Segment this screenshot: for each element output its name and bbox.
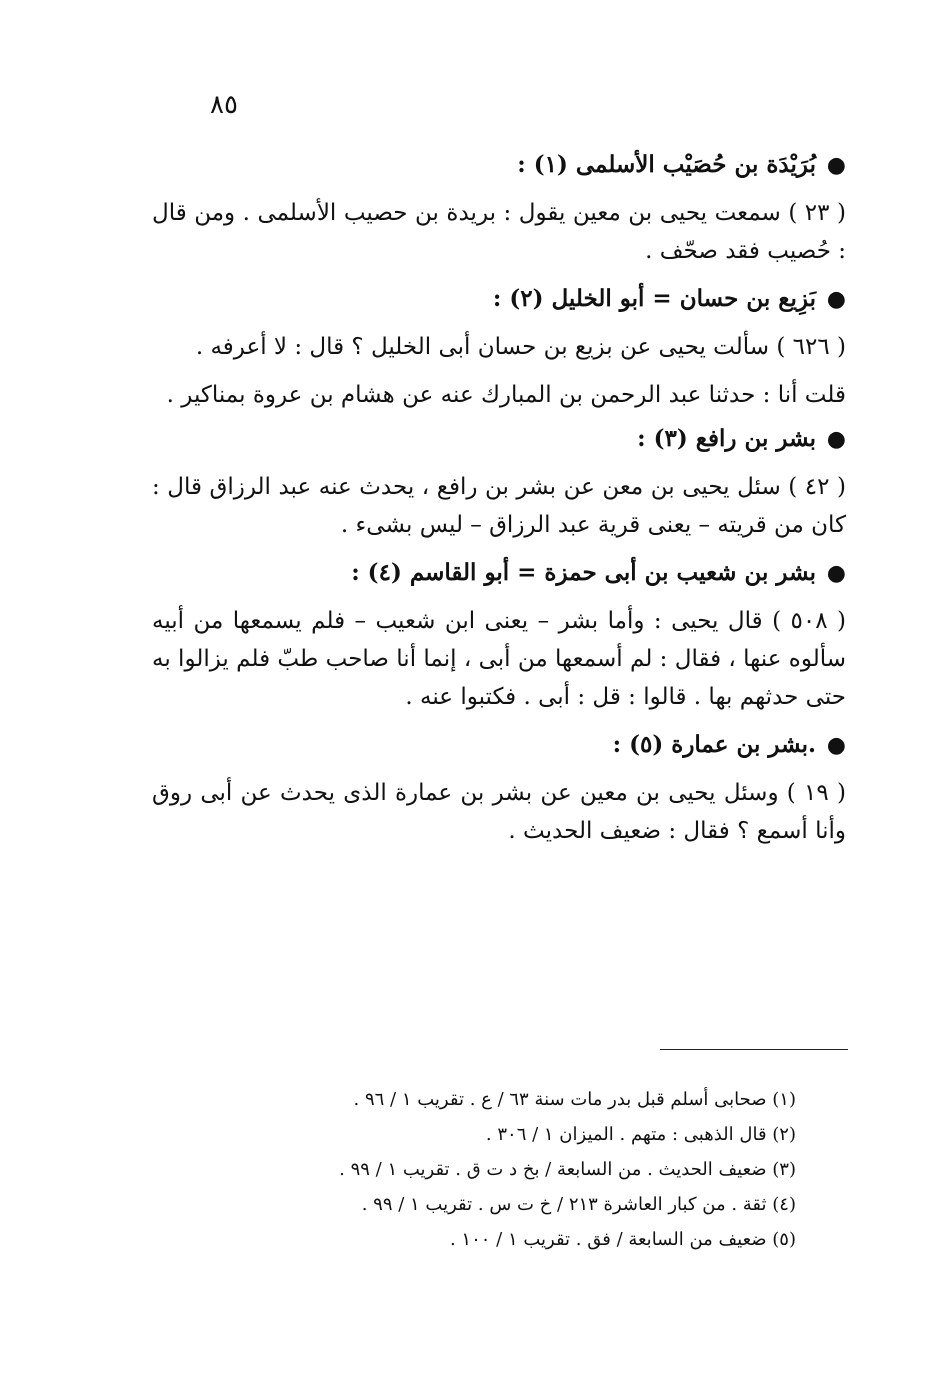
entry-heading (152, 420, 846, 458)
entry-bishr-rafi (152, 420, 846, 544)
footnotes (180, 1082, 796, 1257)
entry-bazi (152, 280, 846, 414)
entry-heading (152, 146, 846, 184)
bullet-icon: ● (826, 426, 846, 452)
main-text (152, 146, 846, 860)
bullet-icon: ● (826, 732, 846, 758)
entry-heading (152, 280, 846, 318)
entry-buraydah (152, 146, 846, 270)
footnote-2: (٢) قال الذهبى : متهم . الميزان ١ / ٣٠٦ . (485, 1124, 796, 1145)
entry-heading-text: .بشر بن عمارة (٥) : (612, 731, 816, 758)
footnote-3: (٣) ضعيف الحديث . من السابعة / بخ د ت ق . تقريب ١ / ٩٩ . (339, 1159, 796, 1180)
footnote-5: (٥) ضعيف من السابعة / فق . تقريب ١ / ١٠٠ . (449, 1229, 796, 1250)
page-number: ٨٥ (210, 90, 238, 120)
entry-heading-text: بشر بن شعيب بن أبى حمزة = أبو القاسم (٤) : (351, 559, 816, 586)
entry-paragraph: ( ١٩ ) وسئل يحيى بن معين عن بشر بن عمارة الذى يحدث عن أبى روق وأنا أسمع ؟ فقال : ضعيف الحديث . (152, 780, 846, 844)
entry-paragraph: ( ٢٣ ) سمعت يحيى بن معين يقول : بريدة بن حصيب الأسلمى . ومن قال : حُصيب فقد صحّف . (152, 200, 846, 264)
entry-paragraph: ( ٤٢ ) سئل يحيى بن معن عن بشر بن رافع ، يحدث عنه عبد الرزاق قال : كان من قريته – يعنى قرية عبد الرزاق – ليس بشىء . (152, 474, 846, 538)
entry-bishr-shuayb (152, 554, 846, 716)
entry-heading-text: بشر بن رافع (٣) : (637, 425, 816, 452)
bullet-icon: ● (826, 560, 846, 586)
footnote-separator (660, 1049, 848, 1050)
entry-paragraph: قلت أنا : حدثنا عبد الرحمن بن المبارك عنه عن هشام بن عروة بمناكير . (166, 382, 846, 408)
footnote-1: (١) صحابى أسلم قبل بدر مات سنة ٦٣ / ع . تقريب ١ / ٩٦ . (353, 1089, 796, 1110)
bullet-icon: ● (826, 286, 846, 312)
bullet-icon: ● (826, 152, 846, 178)
entry-heading-text: بُرَيْدَة بن حُصَيْب الأسلمى (١) : (517, 151, 816, 178)
entry-bishr-umarah (152, 726, 846, 850)
entry-paragraph: ( ٥٠٨ ) قال يحيى : وأما بشر – يعنى ابن شعيب – فلم يسمعها من أبيه سألوه عنها ، فقال : لم أسمعها من أبى ، إنما أنا صاحب طبّ فلم يزالوا به حتى حدثهم بها . قالوا : قل : أبى . فكتبوا عنه . (152, 608, 846, 710)
entry-paragraph: ( ٦٢٦ ) سألت يحيى عن بزيع بن حسان أبى الخليل ؟ قال : لا أعرفه . (195, 334, 846, 360)
entry-heading-text: بَزِيع بن حسان = أبو الخليل (٢) : (492, 285, 816, 312)
footnote-4: (٤) ثقة . من كبار العاشرة ٢١٣ / خ ت س . تقريب ١ / ٩٩ . (361, 1194, 796, 1215)
entry-heading (152, 554, 846, 592)
entry-heading (152, 726, 846, 764)
